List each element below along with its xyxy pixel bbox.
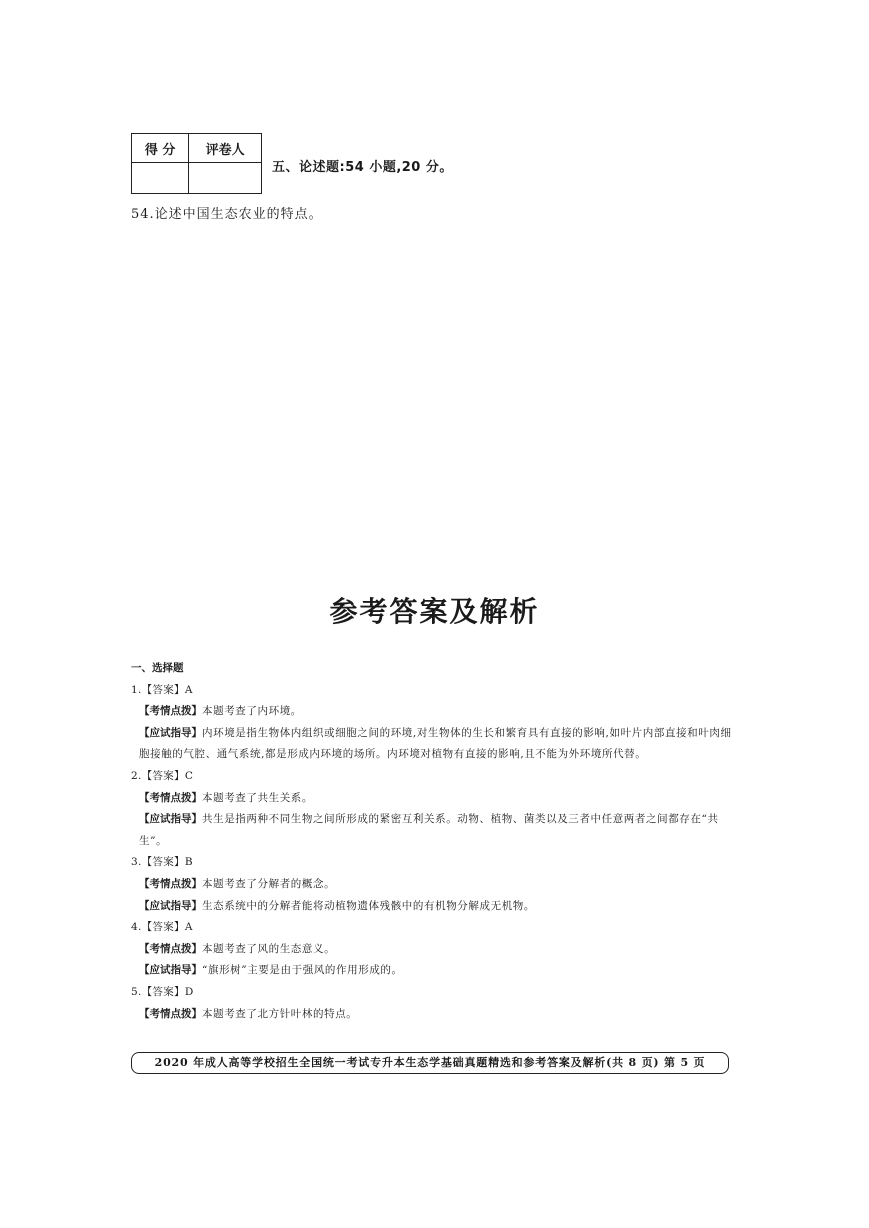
point-tag: 【考情点拨】 <box>139 877 202 890</box>
guide-text: 生态系统中的分解者能将动植物遗体残骸中的有机物分解成无机物。 <box>202 899 535 912</box>
point-line <box>131 1004 736 1026</box>
point-text: 本题考查了风的生态意义。 <box>202 942 336 955</box>
point-text: 本题考查了分解者的概念。 <box>202 877 336 890</box>
answers-title: 参考答案及解析 <box>329 595 540 628</box>
guide-line <box>131 809 736 852</box>
point-tag: 【考情点拨】 <box>139 705 202 718</box>
answers-body <box>131 658 736 1025</box>
point-tag: 【考情点拨】 <box>139 791 202 804</box>
guide-tag: 【应试指导】 <box>139 813 202 826</box>
section-heading: 五、论述题:54 小题,20 分。 <box>272 160 453 175</box>
score-label: 得 分 <box>132 134 189 163</box>
point-line <box>131 874 736 896</box>
guide-tag: 【应试指导】 <box>139 964 202 977</box>
answer-key: 5.【答案】D <box>131 985 194 998</box>
answer-key: 1.【答案】A <box>131 683 193 696</box>
guide-text: “旗形树”主要是由于强风的作用形成的。 <box>202 964 403 977</box>
guide-text: 内环境是指生物体内组织或细胞之间的环境,对生物体的生长和繁育具有直接的影响,如叶片内部直接和叶肉细胞接触的气腔、通气系统,都是形成内环境的场所。内环境对植物有直接的影响,且不能为外环境所代替。 <box>139 726 732 761</box>
point-text: 本题考查了内环境。 <box>202 705 302 718</box>
answer-item-3 <box>131 852 736 917</box>
answer-key: 4.【答案】A <box>131 921 193 934</box>
point-line <box>131 701 736 723</box>
answer-key: 2.【答案】C <box>131 769 194 782</box>
guide-line <box>131 723 736 766</box>
point-line <box>131 939 736 961</box>
answer-item-5 <box>131 982 736 1025</box>
point-tag: 【考情点拨】 <box>139 1007 202 1020</box>
guide-text: 共生是指两种不同生物之间所形成的紧密互利关系。动物、植物、菌类以及三者中任意两者之间都存在“共生”。 <box>139 813 719 847</box>
essay-question: 54.论述中国生态农业的特点。 <box>131 207 323 222</box>
guide-line <box>131 960 736 982</box>
point-line <box>131 788 736 810</box>
answer-item-4 <box>131 917 736 982</box>
point-text: 本题考查了北方针叶林的特点。 <box>202 1007 358 1020</box>
answer-item-2 <box>131 766 736 852</box>
guide-line <box>131 896 736 918</box>
answer-key: 3.【答案】B <box>131 856 193 869</box>
score-cell <box>132 163 189 194</box>
page-footer: 2020 年成人高等学校招生全国统一考试专升本生态学基础真题精选和参考答案及解析(共 8 页) 第 5 页 <box>131 1052 729 1074</box>
guide-tag: 【应试指导】 <box>139 726 202 739</box>
answer-item-1 <box>131 680 736 766</box>
grader-label: 评卷人 <box>189 134 262 163</box>
score-box <box>131 133 262 194</box>
grader-cell <box>189 163 262 194</box>
guide-tag: 【应试指导】 <box>139 899 202 912</box>
point-text: 本题考查了共生关系。 <box>202 791 313 804</box>
point-tag: 【考情点拨】 <box>139 942 202 955</box>
part-heading: 一、选择题 <box>131 662 184 674</box>
